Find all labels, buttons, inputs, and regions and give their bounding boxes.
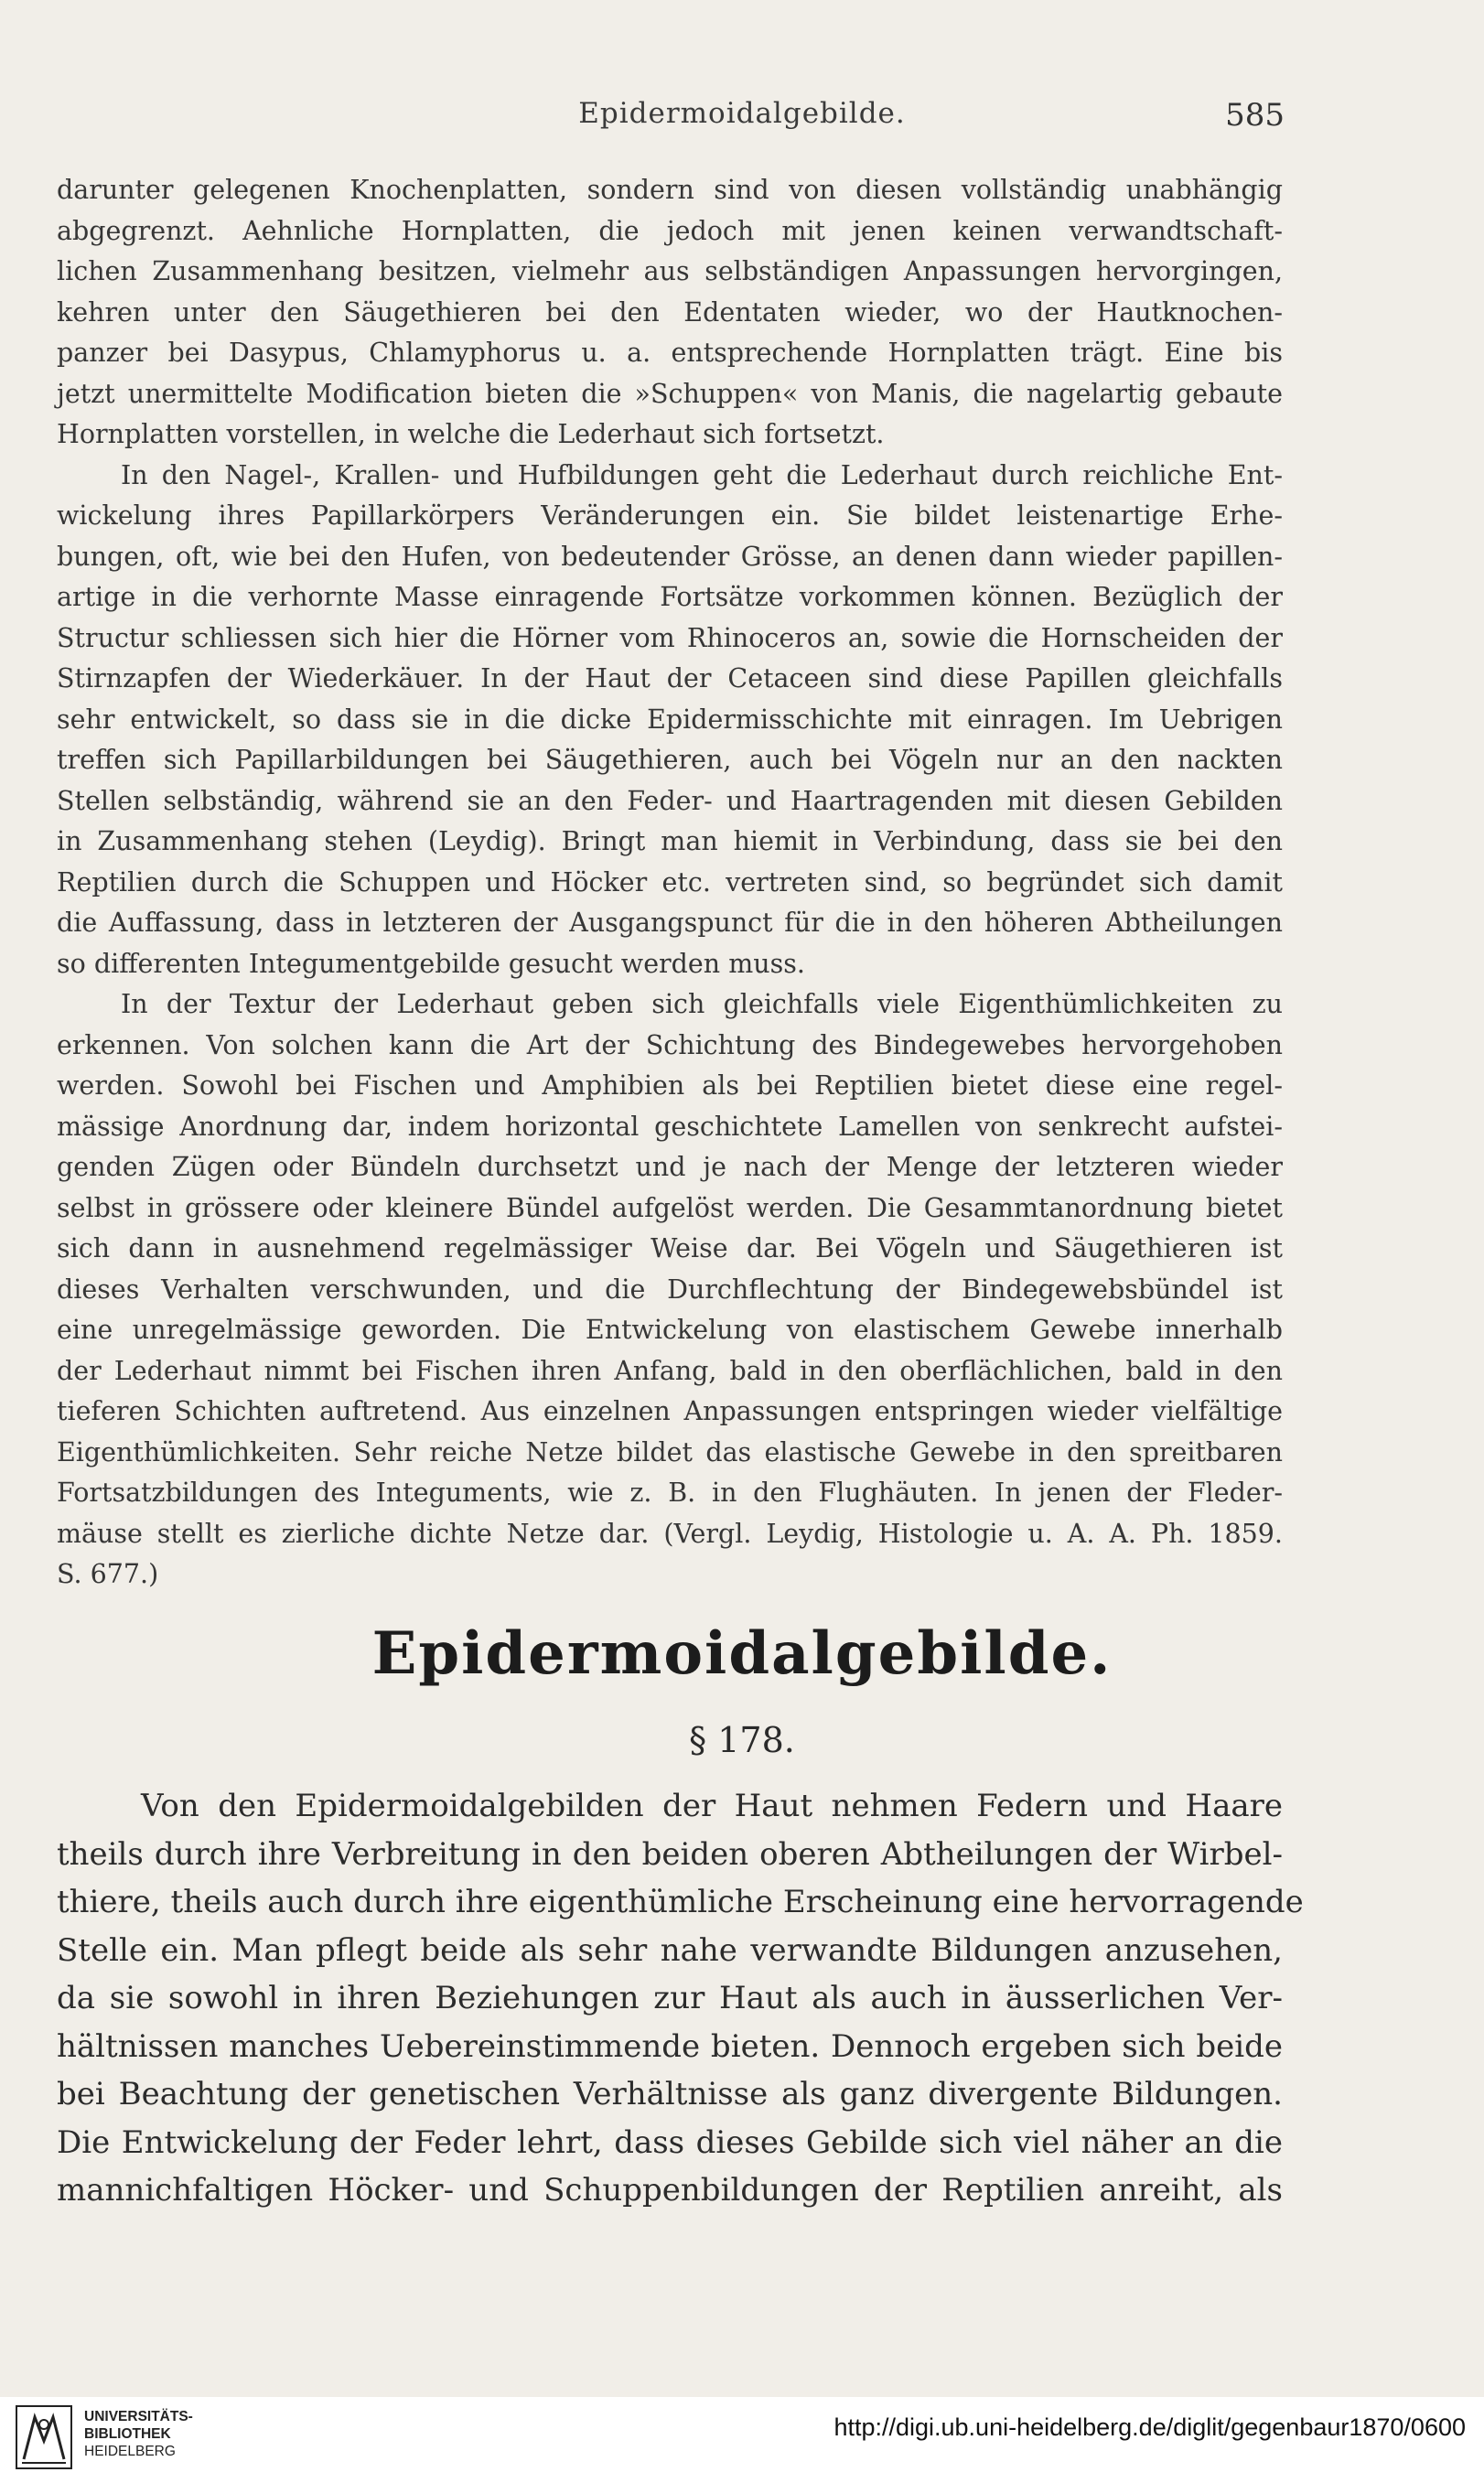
- library-logo-text: [84, 2408, 193, 2460]
- text-line: darunter gelegenen Knochenplatten, sondern sind von diesen vollständig unabhängig: [57, 175, 1283, 205]
- text-line: Structur schliessen sich hier die Hörner vom Rhinoceros an, sowie die Hornscheiden der: [57, 622, 1283, 653]
- text-line: so differenten Integumentgebilde gesucht werden muss.: [57, 948, 805, 979]
- text-line: genden Zügen oder Bündeln durchsetzt und je nach der Menge der letzteren wieder: [57, 1152, 1283, 1182]
- text-line: treffen sich Papillarbildungen bei Säugethieren, auch bei Vögeln nur an den nackten: [57, 745, 1283, 775]
- text-line: eine unregelmässige geworden. Die Entwickelung von elastischem Gewebe innerhalb: [57, 1315, 1283, 1345]
- text-line: In der Textur der Lederhaut geben sich gleichfalls viele Eigenthümlichkeiten zu: [121, 989, 1283, 1019]
- text-line: sehr entwickelt, so dass sie in die dicke Epidermisschichte mit einragen. Im Uebrigen: [57, 704, 1283, 735]
- university-seal-icon: [15, 2404, 73, 2470]
- running-head: [0, 97, 1484, 143]
- text-line: thiere, theils auch durch ihre eigenthümliche Erscheinung eine hervorragende: [57, 1884, 1304, 1920]
- footer-bar: [0, 2397, 1484, 2483]
- chapter-heading: Epidermoidalgebilde.: [371, 1619, 1113, 1688]
- text-line: bungen, oft, wie bei den Hufen, von bedeutender Grösse, an denen dann wieder papillen-: [57, 541, 1283, 572]
- body-text-large: [57, 1782, 1304, 2215]
- text-line: S. 677.): [57, 1559, 159, 1589]
- text-line: Eigenthümlichkeiten. Sehr reiche Netze bildet das elastische Gewebe in den spreitbaren: [57, 1436, 1283, 1467]
- text-line: selbst in grössere oder kleinere Bündel aufgelöst werden. Die Gesammtanordnung bietet: [57, 1192, 1283, 1223]
- text-line: Stirnzapfen der Wiederkäuer. In der Haut der Cetaceen sind diese Papillen gleichfalls: [57, 663, 1283, 693]
- logo-line-1: UNIVERSITÄTS-: [84, 2409, 193, 2424]
- text-line: artige in die verhornte Masse einragende Fortsätze vorkommen können. Bezüglich der: [57, 582, 1283, 612]
- text-line: mässige Anordnung dar, indem horizontal geschichtete Lamellen von senkrecht aufstei-: [57, 1111, 1283, 1142]
- text-line: die Auffassung, dass in letzteren der Ausgangspunct für die in den höheren Abtheilungen: [57, 908, 1283, 938]
- text-line: mannichfaltigen Höcker- und Schuppenbildungen der Reptilien anreiht, als: [57, 2172, 1283, 2209]
- text-line: panzer bei Dasypus, Chlamyphorus u. a. entsprechende Hornplatten trägt. Eine bis: [57, 338, 1283, 368]
- text-line: in Zusammenhang stehen (Leydig). Bringt man hiemit in Verbindung, dass sie bei den: [57, 826, 1283, 856]
- text-line: erkennen. Von solchen kann die Art der Schichtung des Bindegewebes hervorgehoben: [57, 1029, 1283, 1060]
- text-line: sich dann in ausnehmend regelmässiger Weise dar. Bei Vögeln und Säugethieren ist: [57, 1233, 1283, 1263]
- section-number: § 178.: [689, 1720, 795, 1760]
- text-line: kehren unter den Säugethieren bei den Edentaten wieder, wo der Hautknochen-: [57, 296, 1283, 328]
- text-line: Hornplatten vorstellen, in welche die Lederhaut sich fortsetzt.: [57, 419, 885, 449]
- logo-line-3: HEIDELBERG: [84, 2444, 176, 2459]
- text-line: Reptilien durch die Schuppen und Höcker etc. vertreten sind, so begründet sich damit: [57, 866, 1283, 898]
- text-line: Die Entwickelung der Feder lehrt, dass dieses Gebilde sich viel näher an die: [57, 2123, 1283, 2161]
- text-line: theils durch ihre Verbreitung in den beiden oberen Abtheilungen der Wirbel-: [57, 1835, 1283, 1873]
- text-line: Von den Epidermoidalgebilden der Haut nehmen Federn und Haare: [141, 1788, 1283, 1824]
- text-line: da sie sowohl in ihren Beziehungen zur Haut als auch in äusserlichen Ver-: [57, 1980, 1283, 2016]
- text-line: der Lederhaut nimmt bei Fischen ihren Anfang, bald in den oberflächlichen, bald in den: [57, 1355, 1283, 1386]
- text-line: abgegrenzt. Aehnliche Hornplatten, die jedoch mit jenen keinen verwandtschaft-: [57, 215, 1283, 246]
- logo-line-2: BIBLIOTHEK: [84, 2426, 171, 2442]
- running-head-title: Epidermoidalgebilde.: [578, 97, 906, 130]
- text-line: werden. Sowohl bei Fischen und Amphibien als bei Reptilien bietet diese eine regel-: [57, 1070, 1283, 1101]
- text-line: Fortsatzbildungen des Integuments, wie z. B. in den Flughäuten. In jenen der Fleder-: [57, 1478, 1283, 1508]
- text-line: jetzt unermittelte Modification bieten die »Schuppen« von Manis, die nagelartig gebaute: [57, 378, 1283, 409]
- body-text-small: [57, 170, 1283, 1596]
- text-line: mäuse stellt es zierliche dichte Netze dar. (Vergl. Leydig, Histologie u. A. A. Ph. 1859.: [57, 1518, 1283, 1549]
- text-line: dieses Verhalten verschwunden, und die Durchflechtung der Bindegewebsbündel ist: [57, 1274, 1283, 1305]
- text-line: lichen Zusammenhang besitzen, vielmehr aus selbständigen Anpassungen hervorgingen,: [57, 256, 1283, 286]
- page-number: 585: [1225, 97, 1285, 134]
- text-line: In den Nagel-, Krallen- und Hufbildungen geht die Lederhaut durch reichliche Ent-: [121, 459, 1283, 490]
- source-url-link[interactable]: http://digi.ub.uni-heidelberg.de/diglit/gegenbaur1870/0600: [833, 2413, 1466, 2441]
- text-line: wickelung ihres Papillarkörpers Veränderungen ein. Sie bildet leistenartige Erhe-: [57, 500, 1283, 531]
- text-line: Stellen selbständig, während sie an den Feder- und Haartragenden mit diesen Gebilden: [57, 785, 1283, 816]
- text-line: tieferen Schichten auftretend. Aus einzelnen Anpassungen entspringen wieder vielfältige: [57, 1396, 1283, 1426]
- text-line: Stelle ein. Man pflegt beide als sehr nahe verwandte Bildungen anzusehen,: [57, 1931, 1283, 1969]
- text-line: bei Beachtung der genetischen Verhältnisse als ganz divergente Bildungen.: [57, 2076, 1283, 2112]
- text-line: hältnissen manches Uebereinstimmende bieten. Dennoch ergeben sich beide: [57, 2027, 1283, 2065]
